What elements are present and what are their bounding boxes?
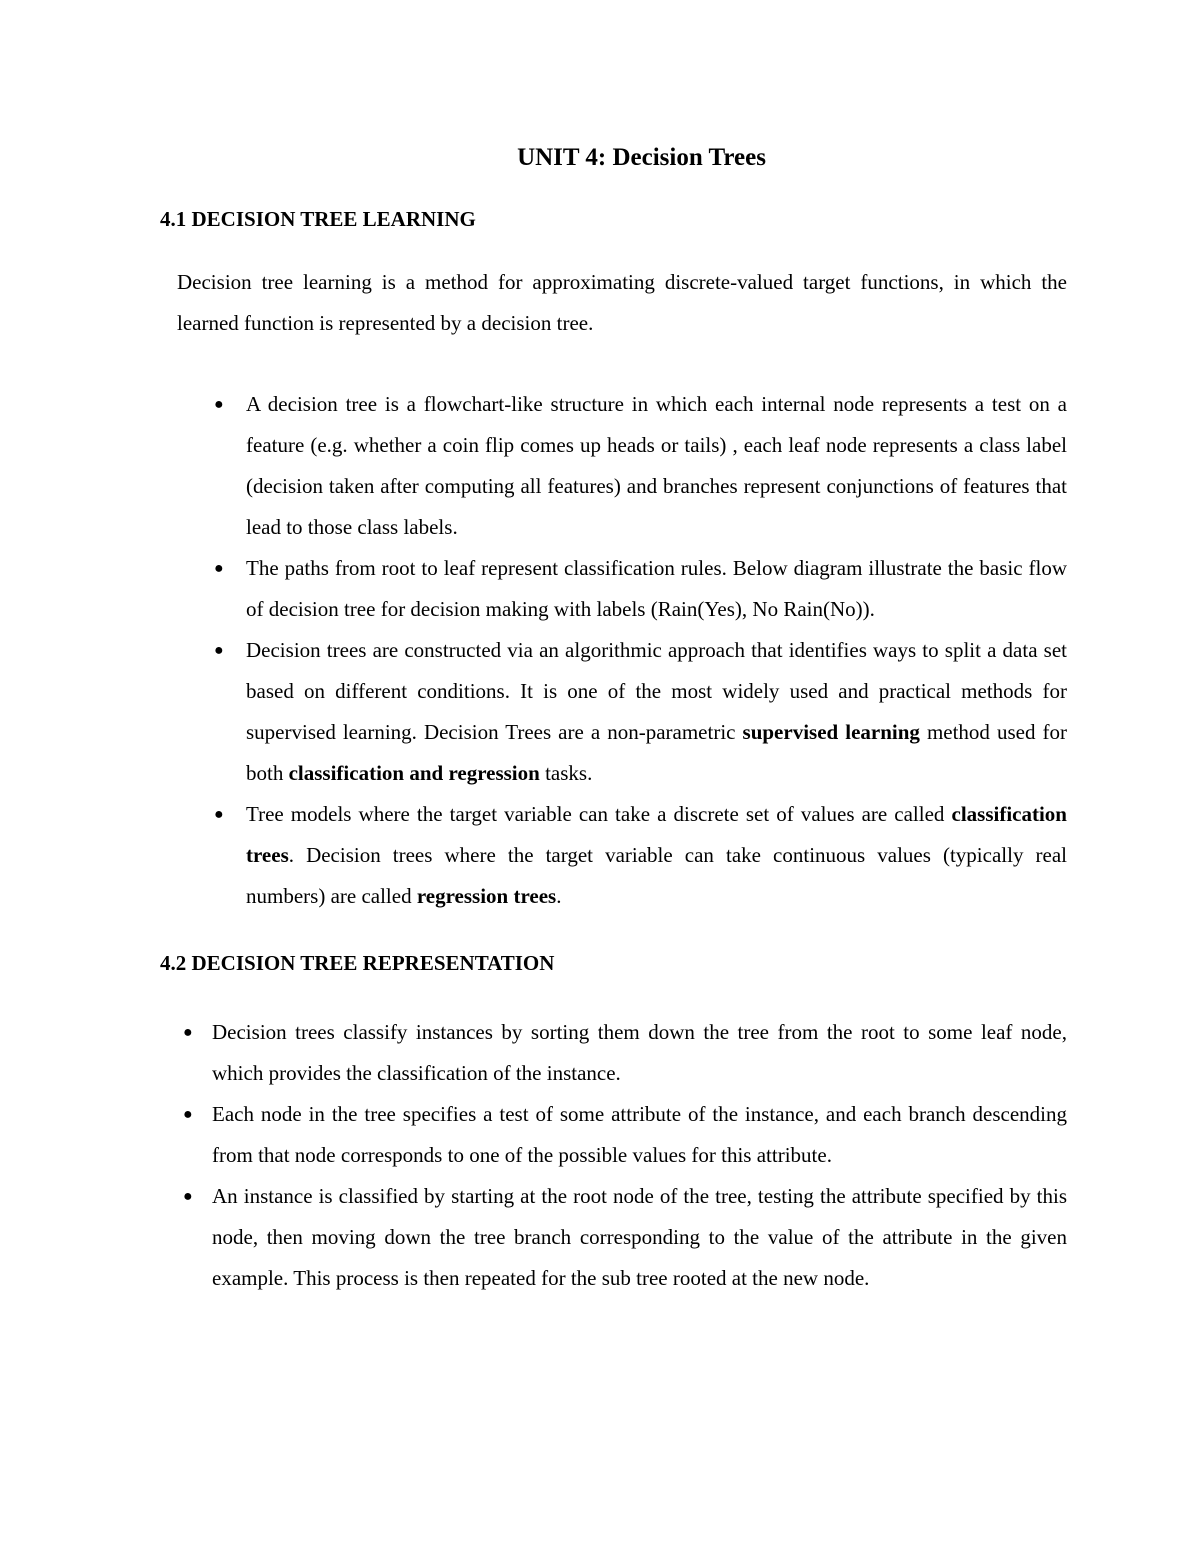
bullet-icon: ● (183, 1188, 193, 1205)
section2-bullet-list (183, 1012, 1067, 1299)
bullet-text: The paths from root to leaf represent classification rules. Below diagram illustrate the basic flow of decision tree for decision making with labels (Rain(Yes), No Rain(No)). (246, 556, 1067, 621)
bullet-icon: ● (214, 642, 224, 659)
bold-term-classification-regression: classification and regression (288, 761, 540, 785)
list-item (214, 548, 1067, 630)
bullet-text: Each node in the tree specifies a test of some attribute of the instance, and each branch descending from that node corresponds to one of the possible values for this attribute. (212, 1102, 1067, 1167)
bold-term-classification-trees: classification trees (246, 802, 1067, 867)
bold-term-supervised-learning: supervised learning (742, 720, 920, 744)
bold-term-regression-trees: regression trees (416, 884, 557, 908)
bullet-text-part: method used for both (246, 720, 1067, 785)
list-item (214, 794, 1067, 917)
bullet-icon: ● (183, 1024, 193, 1041)
bullet-text: A decision tree is a flowchart-like structure in which each internal node represents a test on a feature (e.g. whether a coin flip comes up heads or tails) , each leaf node represents a class label (decision taken after computing all features) and branches represent conjunctions of features that lead to those class labels. (246, 392, 1067, 539)
bullet-icon: ● (214, 396, 224, 413)
list-item (183, 1176, 1067, 1299)
section-heading-decision-tree-learning: 4.1 DECISION TREE LEARNING (160, 207, 476, 231)
section-heading-decision-tree-representation: 4.2 DECISION TREE REPRESENTATION (160, 951, 555, 975)
list-item (183, 1094, 1067, 1176)
bullet-text: Decision trees classify instances by sorting them down the tree from the root to some leaf node, which provides the classification of the instance. (212, 1020, 1067, 1085)
bullet-text-part: tasks. (539, 761, 593, 785)
list-item (183, 1012, 1067, 1094)
bullet-text: An instance is classified by starting at the root node of the tree, testing the attribute specified by this node, then moving down the tree branch corresponding to the value of the attribute in the given example. This process is then repeated for the sub tree rooted at the new node. (212, 1184, 1067, 1290)
bullet-icon: ● (214, 560, 224, 577)
bullet-icon: ● (214, 806, 224, 823)
document-title: UNIT 4: Decision Trees (517, 144, 766, 171)
list-item (214, 384, 1067, 548)
bullet-text-part: . (556, 884, 562, 908)
bullet-text-part: Tree models where the target variable can take a discrete set of values are called (246, 802, 952, 826)
section1-bullet-list (214, 384, 1067, 917)
bullet-text-part: . Decision trees where the target variable can take continuous values (typically real numbers) are called (246, 843, 1067, 908)
bullet-text-part: Decision trees are constructed via an algorithmic approach that identifies ways to split a data set based on different conditions. It is one of the most widely used and practical methods for supervised learning. Decision Trees are a non-parametric (246, 638, 1067, 744)
intro-paragraph: Decision tree learning is a method for approximating discrete-valued target functions, in which the learned function is represented by a decision tree. (177, 270, 1067, 335)
bullet-icon: ● (183, 1106, 193, 1123)
list-item (214, 630, 1067, 794)
